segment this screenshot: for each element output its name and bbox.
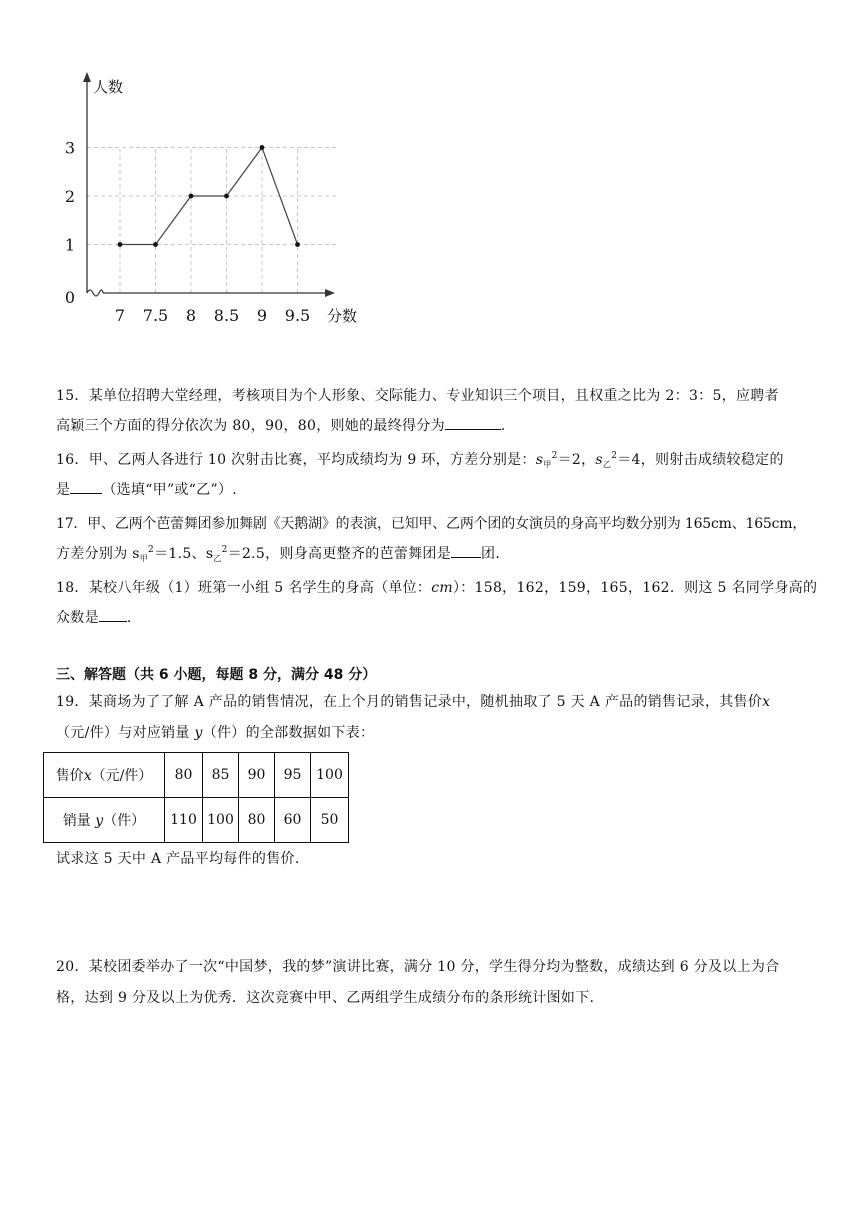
table-cell: 80: [239, 798, 275, 843]
x-tick-label: 9.5: [284, 306, 311, 325]
q16-sub-jia: 甲: [543, 460, 552, 469]
q15-answer-blank[interactable]: [445, 415, 501, 430]
q17-sub-yi: 乙: [213, 554, 222, 563]
q19-text-2b: （件）的全部数据如下表：: [202, 725, 375, 741]
q17-text-2a: 方差分别为 s: [56, 546, 140, 562]
q16-sup-yi: 2: [611, 451, 618, 461]
x-axis-label: 分数: [327, 307, 358, 325]
q16-eq-yi: ＝4，则射击成绩较稳定的: [617, 452, 784, 468]
x-tick-label: 7.5: [142, 306, 169, 325]
q19-line2: [56, 723, 374, 743]
q16-answer-blank[interactable]: [70, 479, 102, 494]
q20-text-2: 格，达到 9 分及以上为优秀．这次竞赛中甲、乙两组学生成绩分布的条形统计图如下.: [56, 990, 595, 1006]
score-distribution-chart: [55, 62, 375, 332]
q15-text-2: 高颖三个方面的得分依次为 80，90，80，则她的最终得分为: [56, 418, 445, 434]
q17-sub-jia: 甲: [139, 554, 149, 563]
row-label-price: 售价x（元/件）: [44, 753, 165, 798]
q19-question-text: 试求这 5 天中 A 产品平均每件的售价.: [56, 851, 300, 867]
table-cell: 85: [203, 753, 239, 798]
table-cell: 90: [239, 753, 275, 798]
q18-text-1b: ）：158，162，159，165，162．则这 5 名同学身高的: [452, 580, 818, 596]
table-cell: 80: [165, 753, 203, 798]
q17-text-1: 17．甲、乙两个芭蕾舞团参加舞剧《天鹅湖》的表演，已知甲、乙两个团的女演员的身高平均数分别为 165cm、165cm，: [56, 516, 807, 532]
q18-answer-blank[interactable]: [99, 607, 127, 622]
data-point: [153, 242, 158, 247]
q19-data-table: [43, 752, 349, 843]
q16-sup-jia: 2: [551, 451, 558, 461]
q18-text-2a: 众数是: [56, 610, 99, 626]
q17-sup-jia: 2: [148, 545, 155, 555]
q17-eq-yi: ＝2.5，则身高更整齐的芭蕾舞团是: [227, 546, 452, 562]
q17-text-2b: 团.: [481, 546, 501, 562]
q19-var-y: y: [194, 725, 203, 741]
q20-line2: [56, 988, 594, 1008]
x-tick-label: 9: [256, 306, 268, 325]
table-cell: 110: [165, 798, 203, 843]
q16-line1: [56, 450, 784, 472]
q19-text-2a: （元/件）与对应销量: [56, 725, 190, 741]
x-tick-label: 8: [185, 306, 197, 325]
y-tick-label: 1: [64, 235, 76, 255]
data-point: [189, 194, 194, 199]
table-cell: 100: [203, 798, 239, 843]
q15-line1: [56, 386, 779, 406]
row-label-sales: 销量 y（件）: [44, 798, 165, 843]
data-point: [260, 145, 265, 150]
table-row-price: [44, 753, 349, 798]
q16-text-1: 16．甲、乙两人各进行 10 次射击比赛，平均成绩均为 9 环，方差分别是：: [56, 452, 536, 468]
q19-var-x: x: [762, 694, 771, 710]
q18-unit: cm: [431, 580, 453, 596]
x-axis-arrow: [325, 289, 335, 297]
data-point: [224, 194, 229, 199]
y-axis-arrow: [83, 72, 91, 82]
q17-answer-blank[interactable]: [451, 543, 481, 558]
q19-text-1: 19．某商场为了了解 A 产品的销售情况，在上个月的销售记录中，随机抽取了 5 天 A 产品的销售记录，其售价: [56, 694, 763, 710]
table-cell: 50: [311, 798, 349, 843]
q18-line1: [56, 578, 817, 598]
table-cell: 100: [311, 753, 349, 798]
y-tick-label: 2: [64, 187, 76, 206]
q16-s-yi: s: [595, 452, 603, 468]
q15-end: .: [500, 418, 506, 434]
q18-text-1a: 18．某校八年级（1）班第一小组 5 名学生的身高（单位：: [56, 580, 432, 596]
table-row-sales: [44, 798, 349, 843]
table-cell: 60: [275, 798, 311, 843]
q17-line1: [56, 514, 806, 534]
q16-text-2b: （选填“甲”或“乙”）.: [102, 482, 237, 498]
q19-line1: [56, 692, 770, 712]
chart-svg: [55, 62, 375, 332]
origin-label: 0: [64, 288, 76, 307]
q16-s-jia: s: [535, 452, 544, 468]
data-point: [295, 242, 300, 247]
y-axis-label: 人数: [93, 78, 124, 96]
q17-line2: [56, 543, 500, 566]
q16-eq-jia: ＝2，: [557, 452, 596, 468]
y-tick-label: 3: [64, 138, 76, 158]
chart-labels: [65, 78, 357, 325]
q18-line2: [56, 607, 132, 628]
x-tick-label: 7: [114, 306, 126, 325]
q17-eq-jia: ＝1.5、s: [154, 546, 214, 562]
q20-line1: [56, 957, 779, 977]
q15-line2: [56, 415, 506, 436]
q18-end: .: [126, 610, 132, 626]
q16-text-2a: 是: [56, 482, 71, 498]
q16-sub-yi: 乙: [602, 460, 612, 469]
axis-break-mark: [87, 290, 103, 296]
x-tick-label: 8.5: [213, 306, 240, 325]
q17-sup-yi: 2: [221, 545, 228, 555]
data-point: [118, 242, 123, 247]
table-cell: 95: [275, 753, 311, 798]
q16-line2: [56, 479, 237, 500]
q20-text-1: 20．某校团委举办了一次“中国梦，我的梦”演讲比赛，满分 10 分，学生得分均为整数，成绩达到 6 分及以上为合: [56, 959, 780, 975]
chart-grid: [87, 148, 338, 294]
q19-question: [56, 849, 300, 869]
section-3-title: 三、解答题（共 6 小题，每题 8 分，满分 48 分）: [56, 667, 377, 683]
q15-text-1: 15．某单位招聘大堂经理，考核项目为个人形象、交际能力、专业知识三个项目，且权重之比为 2：3：5，应聘者: [56, 388, 779, 404]
